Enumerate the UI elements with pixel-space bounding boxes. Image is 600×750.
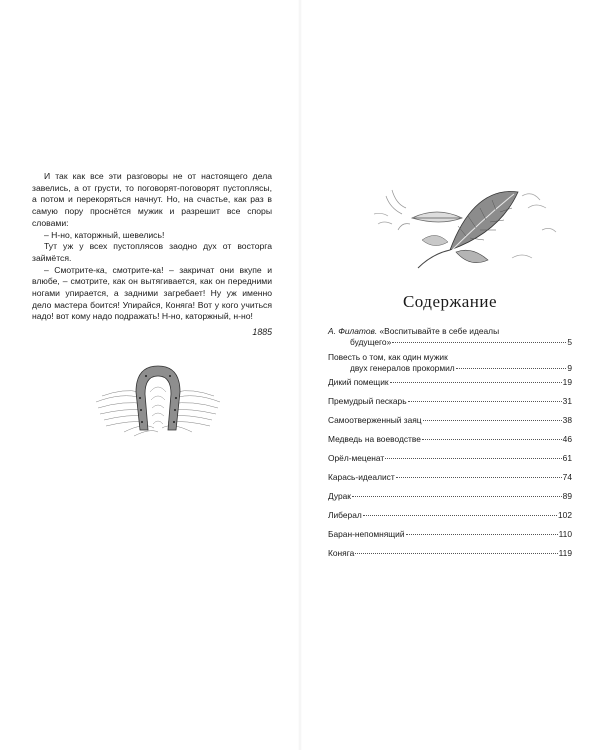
toc-page: 61 xyxy=(562,453,572,463)
toc-leader xyxy=(408,401,562,402)
toc-leader xyxy=(385,458,561,459)
toc-title: Повесть о том, как один мужик xyxy=(328,352,448,362)
toc-title: Премудрый пескарь xyxy=(328,396,407,406)
toc-page: 46 xyxy=(562,434,572,444)
toc-entry xyxy=(328,434,572,445)
toc-title: Орёл-меценат xyxy=(328,453,385,463)
right-page xyxy=(300,0,600,750)
paragraph: – Н-но, каторжный, шевелись! xyxy=(44,229,165,240)
toc-page: 9 xyxy=(567,363,572,373)
toc-entry xyxy=(328,326,572,348)
toc-title: Либерал xyxy=(328,510,362,520)
toc-leader xyxy=(456,368,567,369)
toc-page: 19 xyxy=(562,377,572,387)
toc-entry xyxy=(328,377,572,388)
year: 1885 xyxy=(252,327,272,337)
paragraph: Тут уж у всех пустоплясов заодно дух от восторга займётся. xyxy=(32,241,272,263)
toc-page: 110 xyxy=(558,529,572,539)
toc-title-cont: будущего» xyxy=(350,337,392,347)
toc-entry xyxy=(328,491,572,502)
toc-entry xyxy=(328,352,572,374)
toc-entry xyxy=(328,396,572,407)
toc-entry xyxy=(328,415,572,426)
paragraph: И так как все эти разговоры не от настоящего дела завелись, а от грусти, то поговорят-поговорят пустоплясы, а потом и перекоряться начнут. Но, на счастье, как раз в самую пору проснётся мужик и разрешит все споры словами: xyxy=(32,171,272,228)
toc-leader xyxy=(392,342,566,343)
toc-leader xyxy=(406,534,558,535)
toc-leader xyxy=(422,439,562,440)
horseshoe-illustration xyxy=(94,352,222,440)
story-text xyxy=(32,171,272,323)
toc-page: 5 xyxy=(567,337,572,347)
toc-leader xyxy=(396,477,562,478)
toc-leader xyxy=(352,496,562,497)
toc-page: 119 xyxy=(558,548,572,558)
toc-page: 31 xyxy=(562,396,572,406)
toc-title: Медведь на воеводстве xyxy=(328,434,421,444)
toc-page: 74 xyxy=(562,472,572,482)
toc-entry xyxy=(328,472,572,483)
toc-entry xyxy=(328,510,572,521)
toc-page: 89 xyxy=(562,491,572,501)
toc-leader xyxy=(355,553,557,554)
toc-title: Самоотверженный заяц xyxy=(328,415,422,425)
toc-entry xyxy=(328,548,572,559)
toc-title: Дикий помещик xyxy=(328,377,389,387)
toc-page: 102 xyxy=(558,510,572,520)
toc-title: Дурак xyxy=(328,491,351,501)
toc-title: «Воспитывайте в себе идеалы xyxy=(379,326,500,336)
toc-title: Баран-непомнящий xyxy=(328,529,405,539)
toc-title: Коняга xyxy=(328,548,355,558)
toc-author: А. Филатов. xyxy=(328,326,378,336)
feather-illustration xyxy=(362,178,562,276)
toc-title: Карась-идеалист xyxy=(328,472,395,482)
toc-page: 38 xyxy=(562,415,572,425)
toc-leader xyxy=(390,382,562,383)
toc-leader xyxy=(363,515,557,516)
toc-entry xyxy=(328,453,572,464)
toc-entry xyxy=(328,529,572,540)
page-title: Содержание xyxy=(402,292,498,311)
toc-leader xyxy=(423,420,562,421)
paragraph: – Смотрите-ка, смотрите-ка! – закричат они вкупе и влюбе, – смотрите, как он вытягивается, как он передними ногами упирается, а задними загребает! Ну уж именно дело мастера боится! Упирайся, Коняга! Вот у кого учиться надо! вот кому надо подражать! Н-но, каторжный, н-но! xyxy=(32,264,272,322)
toc-title-cont: двух генералов прокормил xyxy=(350,363,455,373)
